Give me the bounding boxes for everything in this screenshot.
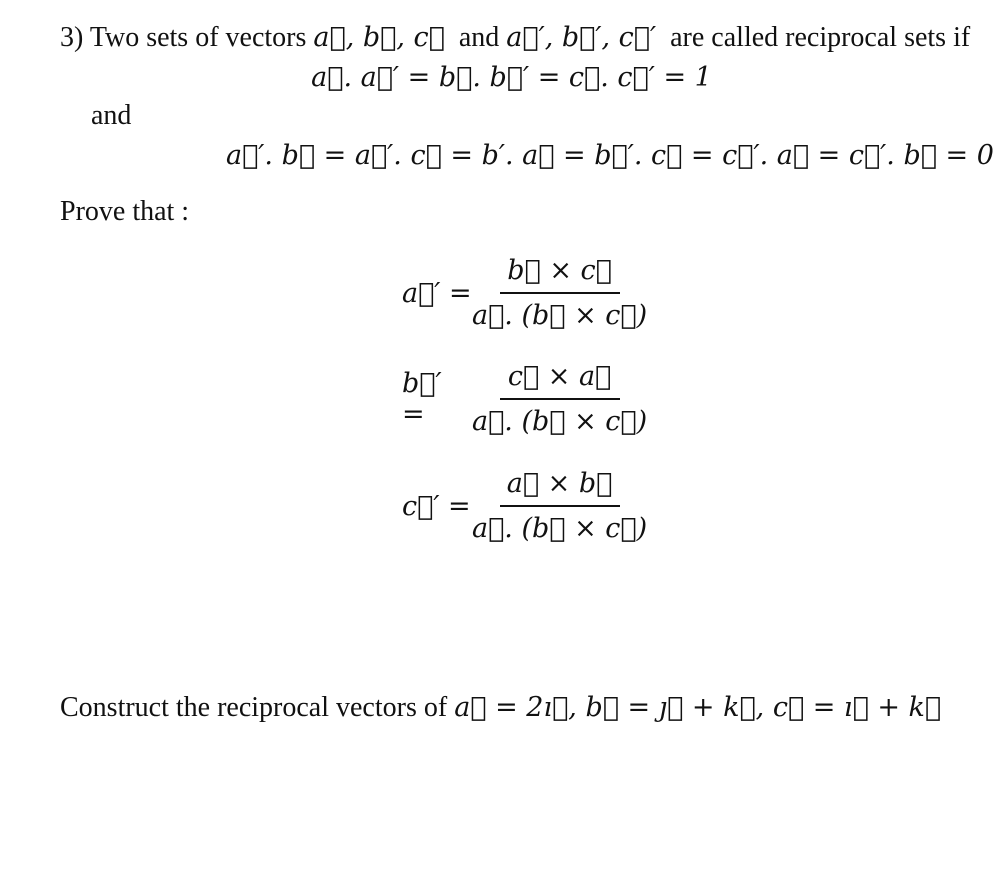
- formula-lhs: c⃗′ =: [402, 490, 471, 522]
- fraction-denominator: a⃗. (b⃗ × c⃗): [472, 300, 648, 331]
- fraction: [472, 468, 647, 544]
- construct-vectors: a⃗ = 2ı⃗, b⃗ = ȷ⃗ + k⃗, c⃗ = ı⃗ + k⃗: [454, 692, 942, 723]
- vector-set-1: a⃗, b⃗, c⃗: [313, 22, 445, 53]
- construct-text: Construct the reciprocal vectors of: [60, 692, 448, 723]
- fraction: [472, 255, 647, 331]
- construct-task-line: [60, 694, 941, 722]
- fraction-numerator: a⃗ × b⃗: [500, 468, 620, 507]
- formula-b-prime: [402, 361, 647, 437]
- reciprocal-condition-2: a⃗′. b⃗ = a⃗′. c⃗ = b′. a⃗ = b⃗′. c⃗ = c⃗′. a⃗ = c⃗′. b⃗ = 0: [226, 140, 994, 171]
- fraction: [472, 361, 647, 437]
- formula-lhs: b⃗′ =: [402, 368, 442, 430]
- and-word: and: [458, 22, 500, 53]
- fraction-denominator: a⃗. (b⃗ × c⃗): [472, 406, 648, 437]
- and-line: and: [91, 100, 132, 131]
- problem-number: 3): [60, 22, 84, 53]
- fraction-numerator: b⃗ × c⃗: [500, 255, 620, 294]
- formula-a-prime: [402, 255, 647, 331]
- vector-set-2: a⃗′, b⃗′, c⃗′: [506, 22, 657, 53]
- reciprocal-condition-1: a⃗. a⃗′ = b⃗. b⃗′ = c⃗. c⃗′ = 1: [311, 62, 712, 93]
- fraction-numerator: c⃗ × a⃗: [500, 361, 620, 400]
- trailing-text: are called reciprocal sets if: [670, 22, 971, 53]
- prove-label: Prove that :: [60, 196, 190, 227]
- fraction-denominator: a⃗. (b⃗ × c⃗): [472, 513, 648, 544]
- problem-statement-line: [60, 24, 970, 52]
- formula-lhs: a⃗′ =: [402, 277, 472, 309]
- intro-text: Two sets of vectors: [89, 22, 307, 53]
- formula-c-prime: [402, 468, 647, 544]
